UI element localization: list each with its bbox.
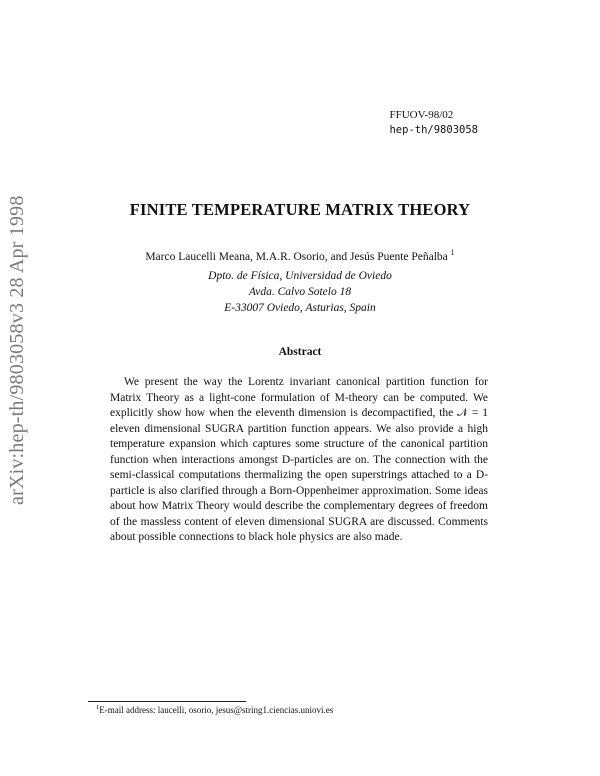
affiliation-line-2: Avda. Calvo Sotelo 18: [248, 286, 352, 298]
arxiv-side-identifier: arXiv:hep-th/9803058v3 28 Apr 1998: [6, 195, 28, 505]
abstract-body: We present the way the Lorentz invariant canonical partition function for Matrix Theory as a light-cone formulation of M-theory can be computed. We explicitly show how when the eleventh dimension is decompactified, the 𝒩 = 1 eleven dimensional SUGRA partition function appears. We also provide a high temperature expansion which captures some structure of the canonical partition function when interactions amongst D-particles are on. The connection with the semi-classical computations thermalizing the open superstrings attached to a D-particle is also clarified through a Born-Oppenheimer approximation. Some ideas about how Matrix Theory would describe the complementary degrees of freedom of the massless content of eleven dimensional SUGRA are discussed. Comments about possible connections to black hole physics are also made.: [110, 376, 488, 543]
report-block: [389, 108, 478, 138]
affiliation-line-1: Dpto. de Física, Universidad de Oviedo: [208, 270, 392, 282]
footnote-rule: [88, 701, 246, 702]
paper-title: FINITE TEMPERATURE MATRIX THEORY: [129, 200, 471, 219]
abstract-heading: Abstract: [278, 346, 322, 358]
arxiv-id: hep-th/9803058: [389, 124, 478, 136]
affiliation-line-3: E-33007 Oviedo, Asturias, Spain: [224, 302, 376, 314]
report-number: FFUOV-98/02: [389, 109, 454, 121]
footnote-text: E-mail address: laucelli, osorio, jesus@string1.ciencias.uniovi.es: [99, 705, 334, 715]
author-line: [0, 248, 600, 263]
footnote: [96, 704, 333, 715]
author-footnote-mark: 1: [450, 248, 455, 257]
footnote-mark: 1: [96, 704, 100, 711]
affiliation: [0, 268, 600, 316]
authors: Marco Laucelli Meana, M.A.R. Osorio, and Jesús Puente Peñalba: [145, 250, 448, 263]
